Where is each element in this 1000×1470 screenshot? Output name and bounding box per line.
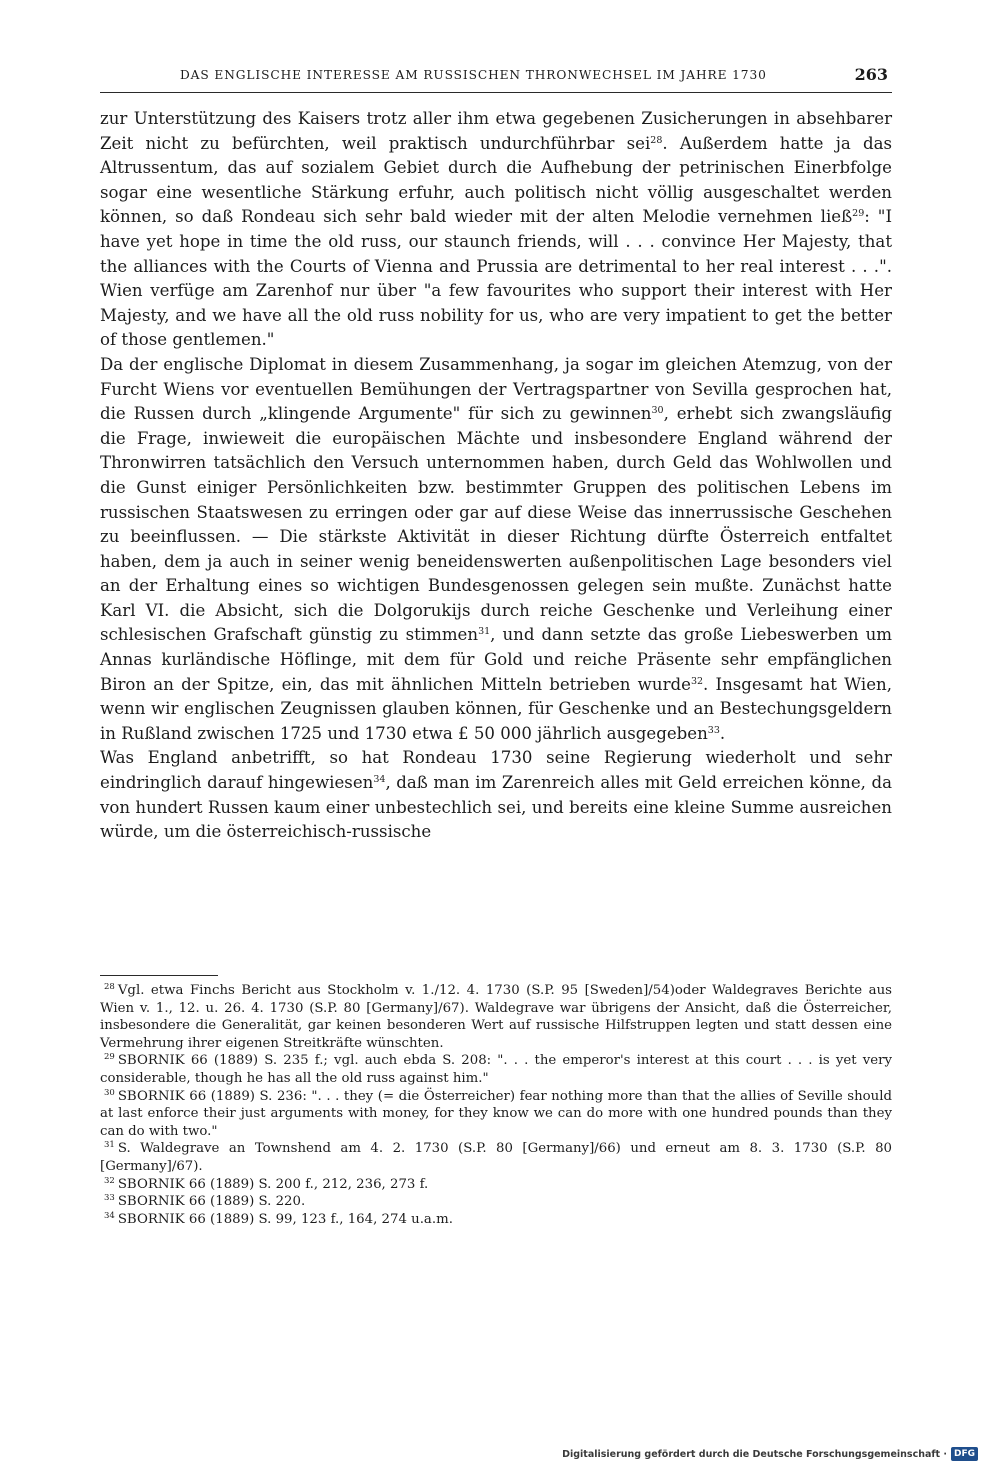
footnote-32: [100, 1176, 892, 1194]
paragraph-text: . Insgesamt hat Wien, wenn wir englischen Zeugnissen glauben können, für Geschenke und an Bestechungsgeldern in Rußland zwischen 1725 und 1730 etwa £ 50 000 jährlich ausgegeben: [100, 674, 892, 743]
paragraph-text: . Außerdem hatte ja das Altrussentum, das auf sozialem Gebiet durch die Aufhebung der petrinischen Einerbfolge sogar eine wesentliche Stärkung erfuhr, auch politisch nicht völlig ausgeschaltet werden können, so daß Rondeau sich sehr bald wieder mit der alten Melodie vernehmen ließ: [100, 133, 892, 227]
running-head: [100, 64, 892, 90]
paragraph-text: .: [719, 723, 726, 743]
footnote-number: 29: [104, 1052, 115, 1063]
footnote-34: [100, 1211, 892, 1229]
footnote-number: 28: [104, 982, 115, 992]
footnote-number: 34: [104, 1210, 115, 1221]
footnotes: [100, 982, 892, 1228]
footnote-text: SBORNIK 66 (1889) S. 235 f.; vgl. auch ebda S. 208: ". . . the emperor's interest at this court . . . is yet very considerable, though he has all the old russ against him.": [100, 1053, 892, 1086]
footnote-text: SBORNIK 66 (1889) S. 200 f., 212, 236, 273 f.: [117, 1176, 429, 1192]
footnote-text: Vgl. etwa Finchs Bericht aus Stockholm v. 1./12. 4. 1730 (S.P. 95 [Sweden]/54)oder Waldegraves Berichte aus Wien v. 1., 12. u. 26. 4. 1730 (S.P. 80 [Germany]/67). Waldegrave war übrigens der Ansicht, daß die Österreicher, insbesondere die Generalität, gar keinen besonderen Wert auf russische Hilfstruppen legten und statt dessen eine Vermehrung ihrer eigenen Streitkräfte wünschten.: [100, 983, 892, 1051]
dfg-logo: DFG: [951, 1447, 978, 1461]
paragraph-text: Da der englische Diplomat in diesem Zusammenhang, ja sogar im gleichen Atemzug, von der Furcht Wiens vor eventuellen Bemühungen der Vertragspartner von Sevilla gesprochen hat, die Russen durch „klingende Argumente" für sich zu gewinnen: [100, 354, 892, 424]
paragraph-1: [100, 107, 892, 353]
footnote-separator: [100, 975, 218, 976]
footnote-text: S. Waldegrave an Townshend am 4. 2. 1730 (S.P. 80 [Germany]/66) und erneut am 8. 3. 1730 (S.P. 80 [Germany]/67).: [100, 1141, 892, 1174]
paragraph-3: [100, 746, 892, 844]
running-title: DAS ENGLISCHE INTERESSE AM RUSSISCHEN THRONWECHSEL IM JAHRE 1730: [180, 68, 767, 82]
footnote-reference: 33: [707, 724, 720, 736]
footnote-reference: 28: [650, 134, 663, 146]
footnote-text: SBORNIK 66 (1889) S. 236: ". . . they (= die Österreicher) fear nothing more than that the allies of Seville should at last enforce their just arguments with money, for they know we can do more with one hundred pounds than they can do with two.": [100, 1088, 892, 1139]
footnote-reference: 30: [651, 405, 664, 417]
paragraph-text: , erhebt sich zwangsläufig die Frage, inwieweit die europäischen Mächte und insbesondere England während der Thronwirren tatsächlich den Versuch unternommen haben, durch Geld das Wohlwollen und die Gunst einiger Persönlichkeiten bzw. bestimmter Gruppen des politischen Lebens im russischen Staatswesen zu erringen oder gar auf diese Weise das innerrussische Geschehen zu beeinflussen. — Die stärkste Aktivität in dieser Richtung dürfte Österreich entfaltet haben, dem ja auch in seiner wenig beneidenswerten außenpolitischen Lage besonders viel an der Erhaltung eines so wichtigen Bundesgenossen gelegen sein mußte. Zunächst hatte Karl VI. die Absicht, sich die Dolgorukijs durch reiche Geschenke und Verleihung einer schlesischen Grafschaft günstig zu stimmen: [100, 404, 892, 645]
page-number: 263: [854, 65, 888, 84]
footnote-number: 31: [104, 1140, 115, 1151]
footnote-text: SBORNIK 66 (1889) S. 220.: [117, 1194, 306, 1210]
footnote-31: [100, 1140, 892, 1175]
footnote-number: 33: [104, 1193, 115, 1204]
paragraph-text: zur Unterstützung des Kaisers trotz aller ihm etwa gegebenen Zusicherungen in absehbarer Zeit nicht zu befürchten, weil praktisch undurchführbar sei: [100, 109, 892, 153]
paragraph-2: [100, 353, 892, 747]
footnote-number: 32: [104, 1175, 115, 1186]
footnote-29: [100, 1052, 892, 1087]
paragraph-text: : "I have yet hope in time the old russ, our staunch friends, will . . . convince Her Majesty, that the alliances with the Courts of Vienna and Prussia are detrimental to her real interest . . .". Wien verfüge am Zarenhof nur über "a few favourites who support their interest with Her Majesty, and we have all the old russ nobility for us, who are very impatient to get the better of those gentlemen.": [100, 207, 892, 350]
footnote-28: [100, 982, 892, 1052]
paragraph-text: , und dann setzte das große Liebeswerben um Annas kurländische Höflinge, mit dem für Gold und reiche Präsente sehr empfänglichen Biron an der Spitze, ein, das mit ähnlichen Mitteln betrieben wurde: [100, 625, 892, 694]
footnote-text: SBORNIK 66 (1889) S. 99, 123 f., 164, 274 u.a.m.: [117, 1211, 453, 1227]
footnote-reference: 29: [852, 208, 865, 220]
footnote-reference: 34: [373, 774, 386, 786]
footnote-number: 30: [104, 1087, 115, 1098]
paragraph-text: Was England anbetrifft, so hat Rondeau 1730 seine Regierung wiederholt und sehr eindringlich darauf hingewiesen: [100, 748, 892, 793]
footnote-reference: 32: [690, 675, 704, 687]
footnote-reference: 31: [478, 626, 491, 638]
body-text: [100, 107, 892, 845]
footnote-33: [100, 1193, 892, 1211]
paragraph-text: , daß man im Zarenreich alles mit Geld erreichen könne, da von hundert Russen kaum einer unbestechlich sei, und bereits eine kleine Summe ausreichen würde, um die österreichisch-russische: [100, 773, 892, 842]
credit-text: Digitalisierung gefördert durch die Deutsche Forschungsgemeinschaft ·: [562, 1448, 947, 1460]
digitization-credit: [562, 1446, 978, 1462]
header-rule: [100, 92, 892, 93]
footnote-30: [100, 1088, 892, 1141]
